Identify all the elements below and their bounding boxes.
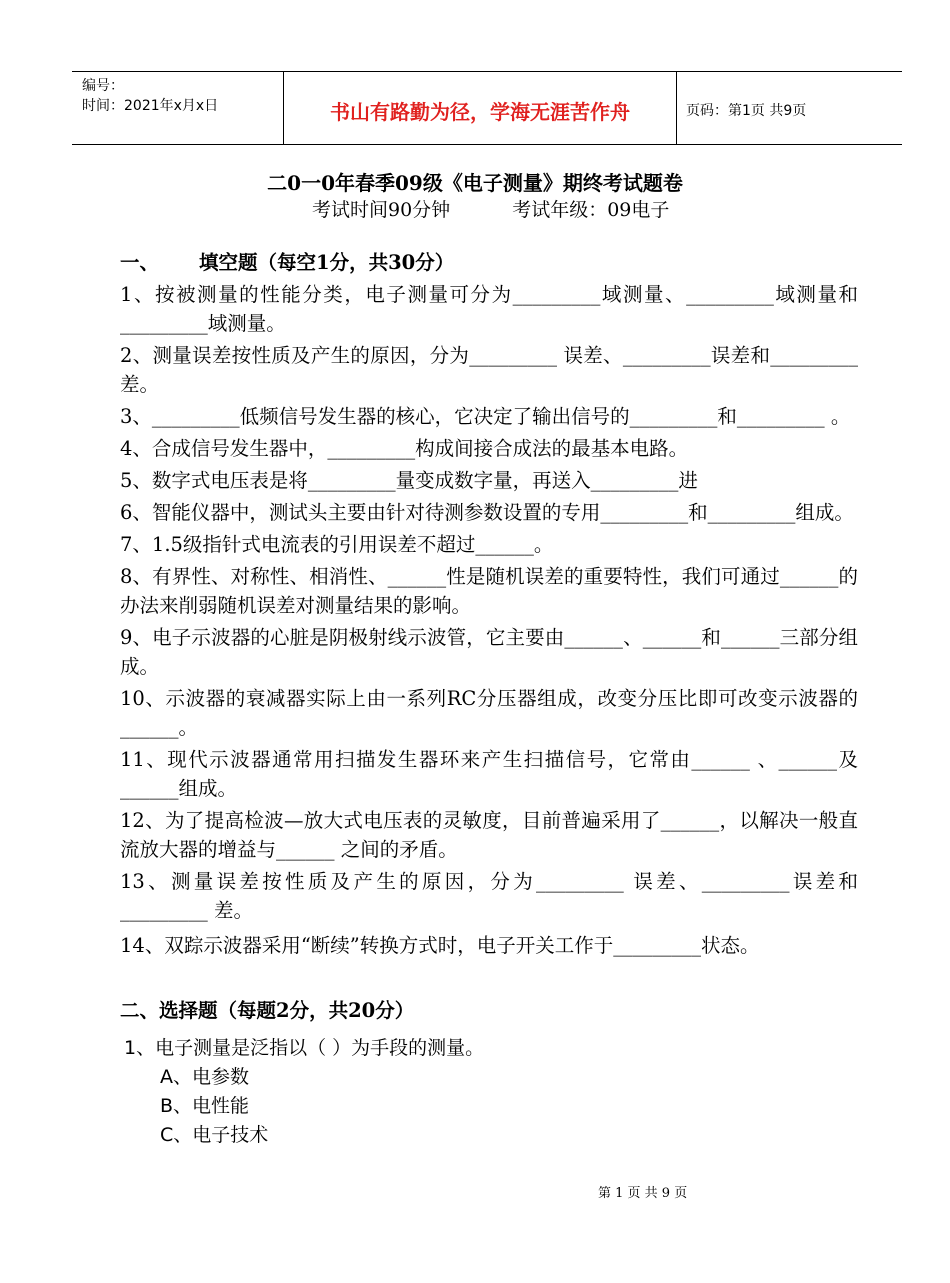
exam-subtitle xyxy=(312,195,669,222)
section1-title: 填空题（每空1分，共30分） xyxy=(199,251,455,274)
mc-option-c: C、电子技术 xyxy=(160,1124,269,1146)
question-4: 4、合成信号发生器中，_________构成间接合成法的最基本电路。 xyxy=(120,437,689,460)
section1-number: 一、 xyxy=(120,251,160,274)
header-divider xyxy=(676,72,677,144)
question-6: 6、智能仪器中，测试头主要由针对待测参数设置的专用_________和_________组成。 xyxy=(120,501,854,524)
mc-option-b: B、电性能 xyxy=(160,1095,250,1117)
question-13: 13、测量误差按性质及产生的原因，分为_________ 误差、_________误差和_________ 差。 xyxy=(120,870,858,922)
question-2: 2、测量误差按性质及产生的原因，分为_________ 误差、_________误差和_________ 差。 xyxy=(120,344,858,396)
header-table xyxy=(72,71,902,145)
question-12: 12、为了提高检波—放大式电压表的灵敏度，目前普遍采用了______，以解决一般直流放大器的增益与______ 之间的矛盾。 xyxy=(120,809,858,861)
header-meta xyxy=(82,76,218,116)
exam-content xyxy=(120,246,858,1150)
mc-option-a: A、电参数 xyxy=(160,1066,249,1088)
question-11: 11、现代示波器通常用扫描发生器环来产生扫描信号，它常由______ 、______及______组成。 xyxy=(120,748,858,800)
question-9: 9、电子示波器的心脏是阴极射线示波管，它主要由______、______和______三部分组成。 xyxy=(120,626,858,678)
header-page-label: 页码：第1页 共9页 xyxy=(686,103,807,119)
exam-grade: 考试年级：09电子 xyxy=(512,199,670,221)
question-3: 3、_________低频信号发生器的核心，它决定了输出信号的_________和_________ 。 xyxy=(120,405,851,428)
header-motto: 书山有路勤为径，学海无涯苦作舟 xyxy=(330,100,630,124)
code-label: 编号： xyxy=(82,78,124,94)
time-label: 时间：2021年x月x日 xyxy=(82,98,219,114)
question-10: 10、示波器的衰减器实际上由一系列RC分压器组成，改变分压比即可改变示波器的______。 xyxy=(120,687,858,739)
section1-heading xyxy=(120,246,858,280)
question-1: 1、按被测量的性能分类，电子测量可分为_________域测量、_________域测量和_________域测量。 xyxy=(120,283,858,335)
exam-time: 考试时间90分钟 xyxy=(312,199,451,221)
question-8: 8、有界性、对称性、相消性、______性是随机误差的重要特性，我们可通过______的办法来削弱随机误差对测量结果的影响。 xyxy=(120,565,858,617)
question-7: 7、1.5级指针式电流表的引用误差不超过______。 xyxy=(120,533,554,556)
question-14: 14、双踪示波器采用“断续”转换方式时，电子开关工作于_________状态。 xyxy=(120,934,760,957)
mc-question-1: 1、电子测量是泛指以（ ）为手段的测量。 xyxy=(124,1037,485,1059)
question-5: 5、数字式电压表是将_________量变成数字量，再送入_________进 xyxy=(120,469,698,492)
page-footer: 第 1 页 共 9 页 xyxy=(598,1186,688,1201)
section2-heading: 二、选择题（每题2分，共20分） xyxy=(120,999,415,1022)
exam-title: 二0一0年春季09级《电子测量》期终考试题卷 xyxy=(267,171,683,195)
